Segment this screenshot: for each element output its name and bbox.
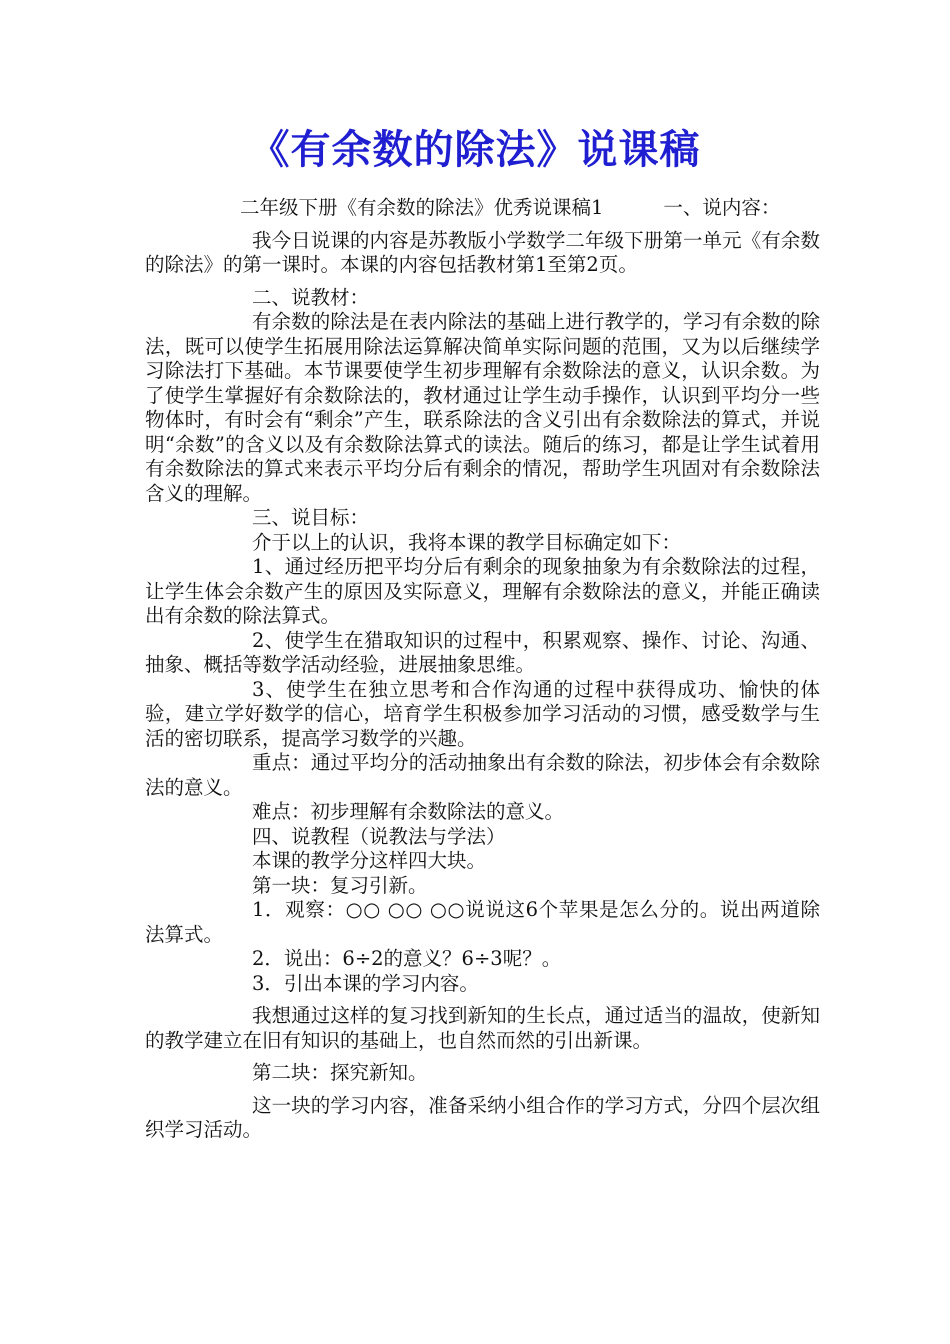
list-item: 2．说出：6÷2的意义？6÷3呢？。 <box>252 947 562 970</box>
paragraph: 这一块的学习内容，准备采纳小组合作的学习方式，分四个层次组织学习活动。 <box>145 1093 820 1141</box>
block-heading-1: 第一块：复习引新。 <box>252 873 428 897</box>
paragraph: 介于以上的认识，我将本课的教学目标确定如下： <box>252 530 682 554</box>
list-item: 1．观察：○○ ○○ ○○说说这6个苹果是怎么分的。说出两道除法算式。 <box>145 898 820 946</box>
document-body <box>145 196 820 1143</box>
paragraph: 有余数的除法是在表内除法的基础上进行教学的，学习有余数的除法，既可以使学生拓展用除法运算解决简单实际问题的范围，又为以后继续学习除法打下基础。本节课要使学生初步理解有余数除法的意义，认识余数。为了使学生掌握好有余数除法的，教材通过让学生动手操作，认识到平均分一些物体时，有时会有“剩余”产生，联系除法的含义引出有余数除法的算式，并说明“余数”的含义以及有余数除法算式的读法。随后的练习，都是让学生试着用有余数除法的算式来表示平均分后有剩余的情况，帮助学生巩固对有余数除法含义的理解。 <box>145 310 820 505</box>
goal-item-3: 3、使学生在独立思考和合作沟通的过程中获得成功、愉快的体验，建立学好数学的信心，培育学生积极参加学习活动的习惯，感受数学与生活的密切联系，提高学习数学的兴趣。 <box>145 677 820 750</box>
section-heading-material: 二、说教材： <box>252 285 370 309</box>
list-item: 3．引出本课的学习内容。 <box>252 971 479 995</box>
key-point: 重点：通过平均分的活动抽象出有余数的除法，初步体会有余数除法的意义。 <box>145 751 820 799</box>
goal-item-2: 2、使学生在猎取知识的过程中，积累观察、操作、讨论、沟通、抽象、概括等数学活动经验，进展抽象思维。 <box>145 628 820 676</box>
paragraph: 我想通过这样的复习找到新知的生长点，通过适当的温故，使新知的教学建立在旧有知识的基础上，也自然而然的引出新课。 <box>145 1004 820 1052</box>
section-heading-content: 一、说内容： <box>663 196 781 219</box>
section-heading-goals: 三、说目标： <box>252 506 370 529</box>
subtitle-text: 二年级下册《有余数的除法》优秀说课稿1 <box>240 196 604 219</box>
block-heading-2: 第二块：探究新知。 <box>252 1061 428 1084</box>
goal-item-1: 1、通过经历把平均分后有剩余的现象抽象为有余数除法的过程，让学生体会余数产生的原因及实际意义，理解有余数除法的意义，并能正确读出有余数的除法算式。 <box>145 555 820 627</box>
paragraph: 我今日说课的内容是苏教版小学数学二年级下册第一单元《有余数的除法》的第一课时。本课的内容包括教材第1至第2页。 <box>145 228 820 276</box>
difficult-point: 难点：初步理解有余数除法的意义。 <box>252 800 565 823</box>
paragraph-intro <box>145 196 820 221</box>
section-heading-process: 四、说教程（说教法与学法） <box>252 824 506 848</box>
paragraph: 本课的教学分这样四大块。 <box>252 849 487 872</box>
document-title: 《有余数的除法》说课稿 <box>249 127 701 173</box>
